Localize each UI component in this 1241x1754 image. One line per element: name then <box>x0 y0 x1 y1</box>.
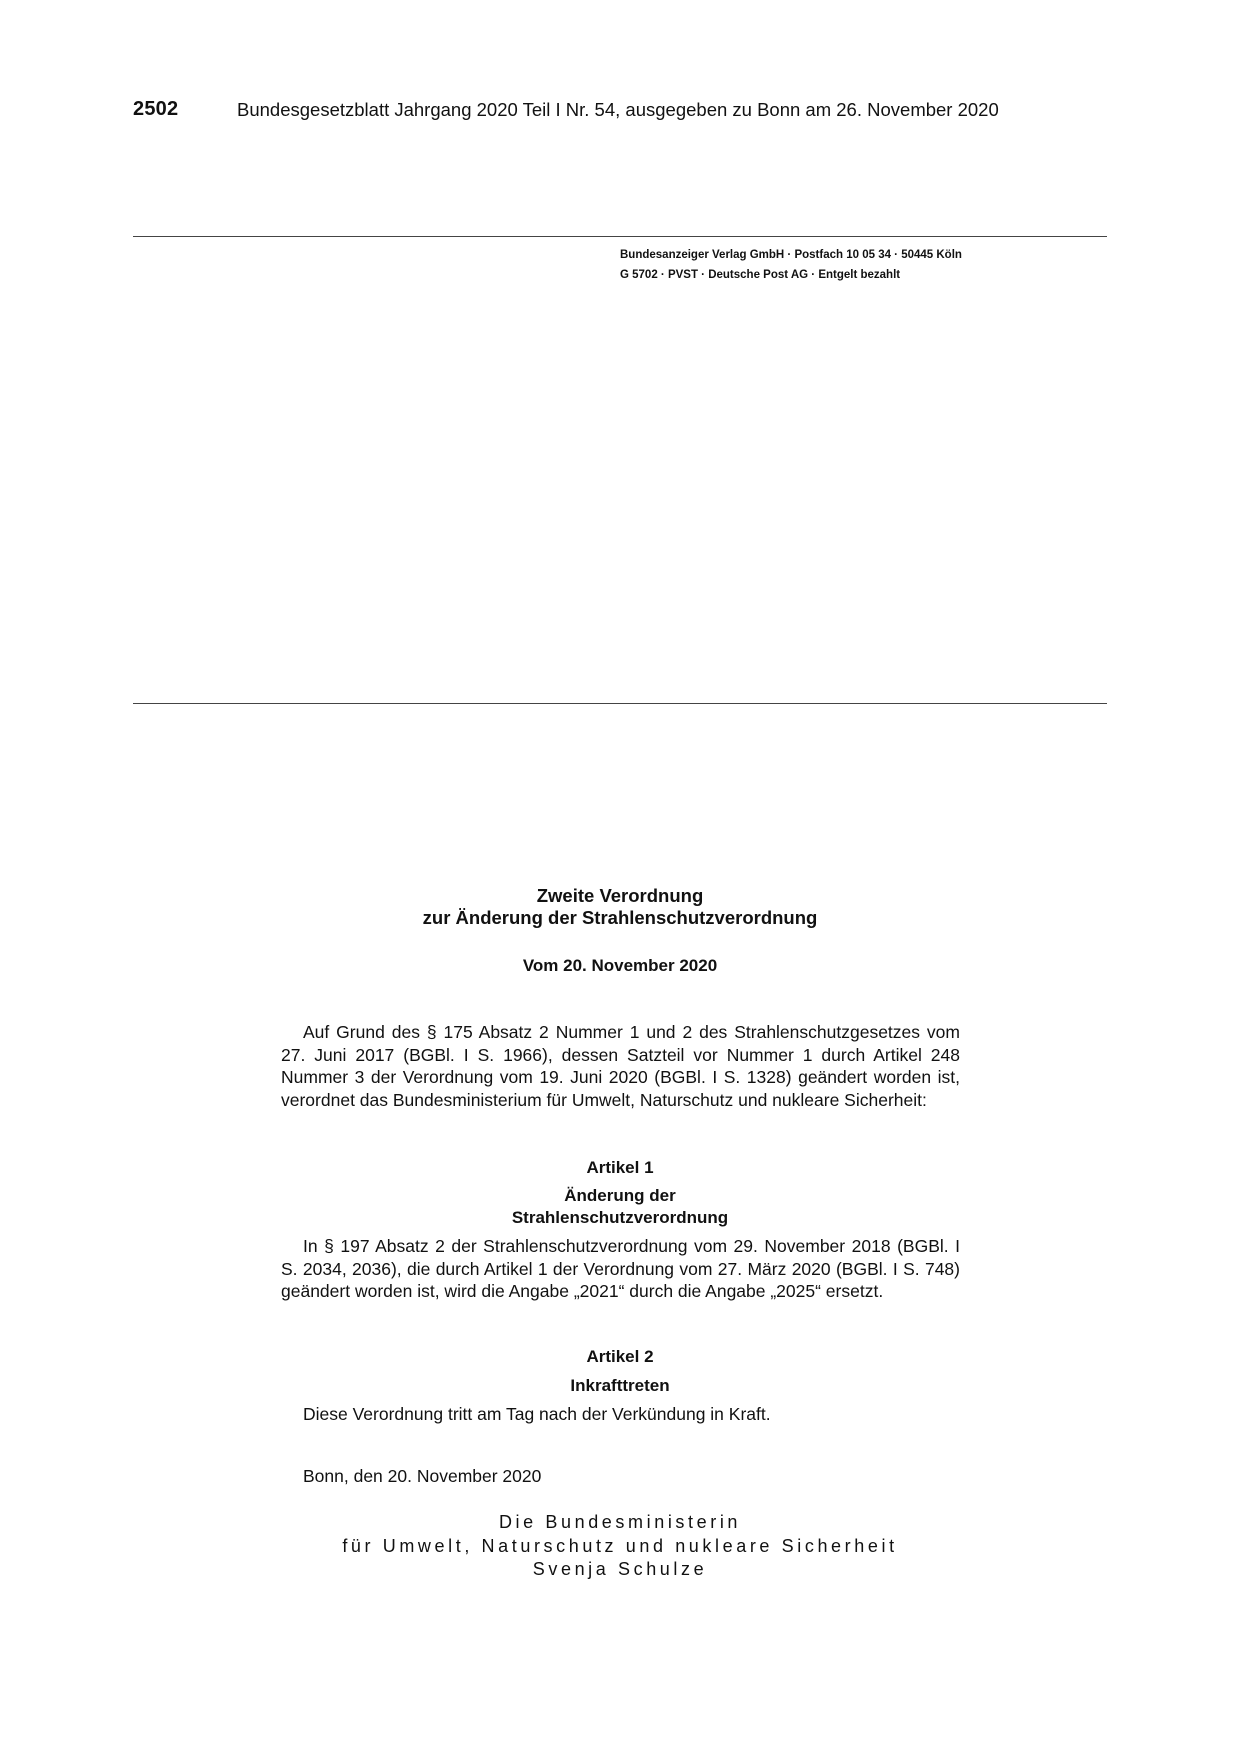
signature-line-2: für Umwelt, Naturschutz und nukleare Sicherheit <box>342 1535 898 1556</box>
document-date: Vom 20. November 2020 <box>522 956 718 975</box>
article-2-number: Artikel 2 <box>586 1347 654 1366</box>
article-1-number: Artikel 1 <box>586 1158 654 1177</box>
publisher-info <box>620 245 962 285</box>
page-number: 2502 <box>133 98 179 120</box>
signature-line-1: Die Bundesministerin <box>498 1512 742 1532</box>
signature-name: Svenja Schulze <box>532 1559 708 1579</box>
article-1-text: In § 197 Absatz 2 der Strahlenschutzverordnung vom 29. November 2018 (BGBl. I S. 2034, 2036), die durch Artikel 1 der Verordnung vom 27. März 2020 (BGBl. I S. 748) geändert worden ist, wird die Angabe „2021“ durch die Angabe „2025“ ersetzt. <box>281 1236 960 1301</box>
place-date: Bonn, den 20. November 2020 <box>303 1466 542 1486</box>
preamble-paragraph: Auf Grund des § 175 Absatz 2 Nummer 1 und 2 des Strahlenschutzgesetzes vom 27. Juni 2017 (BGBl. I S. 1966), dessen Satzteil vor Nummer 1 durch Artikel 248 Nummer 3 der Verordnung vom 19. Juni 2020 (BGBl. I S. 1328) geändert worden ist, verordnet das Bundesministerium für Umwelt, Naturschutz und nukleare Sicherheit: <box>281 1022 960 1110</box>
postage-note: G 5702 · PVST · Deutsche Post AG · Entgelt bezahlt <box>620 269 901 281</box>
title-line-2: zur Änderung der Strahlenschutzverordnung <box>422 907 818 928</box>
top-divider <box>133 236 1107 237</box>
article-1-heading <box>280 1185 960 1229</box>
title-line-1: Zweite Verordnung <box>536 885 704 906</box>
article-1-title-line-2: Strahlenschutzverordnung <box>511 1208 729 1227</box>
running-head: Bundesgesetzblatt Jahrgang 2020 Teil I Nr. 54, ausgegeben zu Bonn am 26. November 2020 <box>237 99 999 120</box>
article-2-text: Diese Verordnung tritt am Tag nach der Verkündung in Kraft. <box>303 1404 771 1424</box>
publisher-address: Bundesanzeiger Verlag GmbH · Postfach 10 05 34 · 50445 Köln <box>620 249 962 261</box>
article-1-title-line-1: Änderung der <box>564 1186 676 1205</box>
document-title <box>280 885 960 929</box>
bottom-divider <box>133 703 1107 704</box>
signature-block <box>280 1511 960 1582</box>
article-2-title: Inkrafttreten <box>570 1376 670 1395</box>
